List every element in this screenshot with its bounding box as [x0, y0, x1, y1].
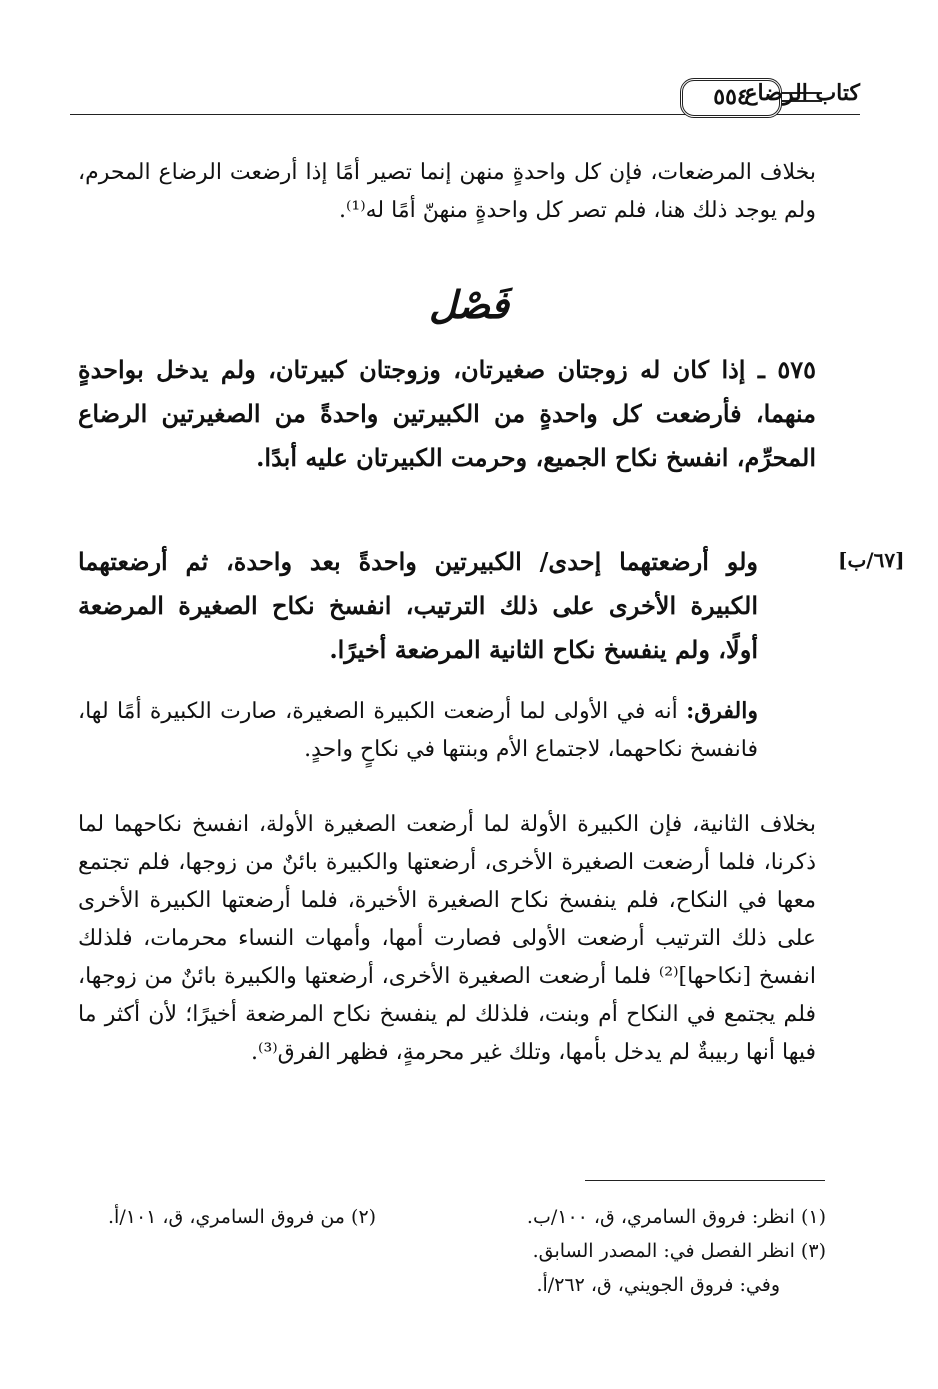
- issue-number: ٥٧٥ ـ: [757, 355, 817, 384]
- page-header: [70, 78, 860, 118]
- paragraph-explanation: بخلاف الثانية، فإن الكبيرة الأولة لما أرضعت الصغيرة الأولة، انفسخ نكاحهما لما ذكرنا، فلما أرضعت الصغيرة الأخرى، أرضعتها والكبيرة بائنٌ من زوجها، فلم تجتمع معها في النكاح، فلم ينفسخ نكاح الصغيرة الأخيرة، فلما أرضعتها الكبيرة الأخرى على ذلك الترتيب أرضعت الأولى فصارت أمها، وأمهات النساء محرمات، فلذلك انفسخ [نكاحها]⁽²⁾ فلما أرضعت الصغيرة الأخرى، أرضعتها والكبيرة بائنٌ من زوجها، فلم يجتمع في النكاح أم وبنت، فلذلك لم ينفسخ نكاح المرضعة أخيرًا؛ لأن أكثر ما فيها أنها ربيبةٌ لم يدخل بأمها، وتلك غير محرمةٍ، فظهر الفرق⁽³⁾.: [78, 812, 816, 1065]
- issue-575-second-case: ولو أرضعتهما إحدى/ الكبيرتين واحدةً بعد واحدة، ثم أرضعتهما الكبيرة الأخرى على ذلك الترتيب، انفسخ نكاح الصغيرة المرضعة أولًا، ولم ينفسخ نكاح الثانية المرضعة أخيرًا.: [78, 547, 758, 664]
- footnote-2: (٢) من فروق السامري، ق، ١٠١/أ.: [108, 1206, 377, 1228]
- difference-label: والفرق:: [686, 698, 758, 724]
- footnote-1: (١) انظر: فروق السامري، ق، ١٠٠/ب.: [526, 1206, 826, 1228]
- running-title: كتاب الرضاع: [744, 80, 860, 106]
- issue-text: إذا كان له زوجتان صغيرتان، وزوجتان كبيرتان، ولم يدخل بواحدةٍ منهما، فأرضعت كل واحدةٍ من الكبيرتين واحدةً من الصغيرتين الرضاع المحرِّم، انفسخ نكاح الجميع، وحرمت الكبيرتان عليه أبدًا.: [78, 355, 816, 472]
- section-heading: فَصْل: [429, 282, 509, 327]
- issue-575: [78, 348, 816, 480]
- footnote-3: (٣) انظر الفصل في: المصدر السابق.: [532, 1240, 826, 1262]
- difference-paragraph: [78, 692, 758, 769]
- difference-text: أنه في الأولى لما أرضعت الكبيرة الصغيرة، صارت الكبيرة أمًا لها، فانفسخ نكاحهما، لاجتماع الأم وبنتها في نكاحٍ واحدٍ.: [78, 699, 758, 762]
- page-number: ٥٥٤: [680, 78, 782, 118]
- footnote-3-continued: وفي: فروق الجويني، ق، ٢٦٢/أ.: [536, 1274, 780, 1296]
- manuscript-folio-ref: [٦٧/ب]: [838, 548, 905, 572]
- paragraph-continuation: بخلاف المرضعات، فإن كل واحدةٍ منهن إنما تصير أمًا إذا أرضعت الرضاع المحرم، ولم يوجد ذلك هنا، فلم تصر كل واحدةٍ منهنّ أمًا له⁽¹⁾.: [78, 160, 816, 223]
- footnote-separator: [585, 1180, 825, 1181]
